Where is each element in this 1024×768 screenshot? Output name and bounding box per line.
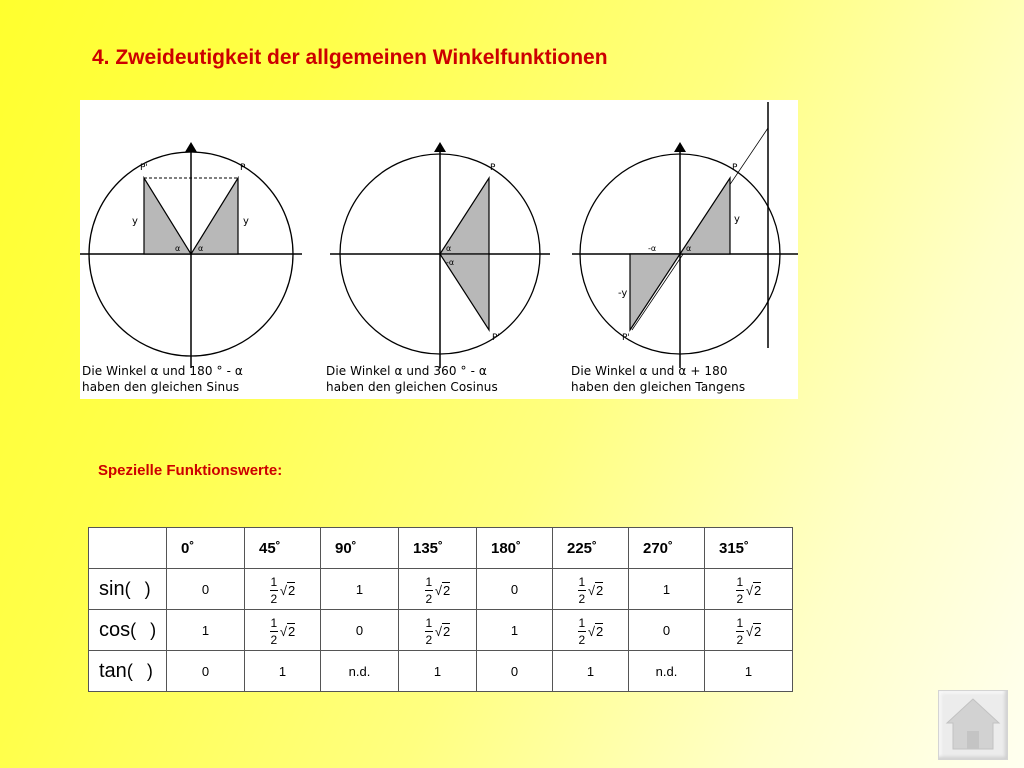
- section-subtitle: Spezielle Funktionswerte:: [98, 462, 283, 479]
- tangent-diagram: [572, 102, 798, 368]
- value-cell: [399, 610, 477, 651]
- p-prime-label: P': [622, 333, 630, 343]
- value-cell: [553, 569, 629, 610]
- value-cell: [245, 610, 321, 651]
- sine-diagram: [80, 142, 302, 368]
- value-cell: 0: [629, 610, 705, 651]
- function-name: cos: [99, 618, 131, 641]
- value-cell: n.d.: [321, 651, 399, 692]
- alpha-label: α: [686, 244, 692, 253]
- function-name: sin: [99, 577, 125, 600]
- angle-header: 180˚: [477, 528, 553, 569]
- close-paren: ): [146, 660, 153, 681]
- angle-header: 315˚: [705, 528, 793, 569]
- sin-row: [89, 569, 793, 610]
- angle-header: 0˚: [167, 528, 245, 569]
- y-label: y: [734, 214, 740, 225]
- value-cell: [245, 569, 321, 610]
- value-cell: [705, 610, 793, 651]
- value-cell: [705, 569, 793, 610]
- value-cell: 0: [167, 651, 245, 692]
- p-prime-label: P': [492, 333, 500, 343]
- value-cell: 1: [477, 610, 553, 651]
- angle-header: 225˚: [553, 528, 629, 569]
- angle-header: 270˚: [629, 528, 705, 569]
- row-label: [89, 569, 167, 610]
- row-label: [89, 651, 167, 692]
- alpha-label: α: [446, 244, 452, 253]
- value-cell: 1: [629, 569, 705, 610]
- unit-circle-figure: [80, 100, 798, 399]
- open-paren: (: [130, 619, 137, 640]
- half-root-two: 1 2 √2: [736, 574, 762, 606]
- tan-row: [89, 651, 793, 692]
- angle-header: 135˚: [399, 528, 477, 569]
- caption-tangent: Die Winkel α und α + 180 haben den gleichen Tangens: [571, 364, 746, 394]
- half-root-two: 1 2 √2: [270, 615, 296, 647]
- slide-title: 4. Zweideutigkeit der allgemeinen Winkelfunktionen: [92, 46, 608, 69]
- half-root-two: 1 2 √2: [736, 615, 762, 647]
- y-label: y: [132, 216, 138, 227]
- value-cell: [399, 569, 477, 610]
- value-cell: 1: [321, 569, 399, 610]
- angle-header: 45˚: [245, 528, 321, 569]
- function-values-table: [88, 527, 793, 692]
- half-root-two: 1 2 √2: [578, 615, 604, 647]
- value-cell: n.d.: [629, 651, 705, 692]
- function-name: tan: [99, 659, 127, 682]
- value-cell: 0: [321, 610, 399, 651]
- value-cell: 0: [477, 569, 553, 610]
- half-root-two: 1 2 √2: [425, 615, 451, 647]
- caption-sine: Die Winkel α und 180 ° - α haben den gleichen Sinus: [82, 364, 243, 394]
- value-cell: 1: [167, 610, 245, 651]
- value-cell: 1: [245, 651, 321, 692]
- p-label: P: [240, 163, 246, 173]
- neg-y-label: -y: [618, 288, 628, 299]
- open-paren: (: [126, 660, 133, 681]
- value-cell: 1: [553, 651, 629, 692]
- angle-header: 90˚: [321, 528, 399, 569]
- alpha-label: α: [175, 244, 181, 253]
- p-label: P: [490, 163, 496, 173]
- open-paren: (: [124, 578, 131, 599]
- value-cell: 1: [705, 651, 793, 692]
- unit-circle-diagrams: [80, 100, 798, 399]
- home-icon: [939, 691, 1007, 759]
- caption-cosine: Die Winkel α und 360 ° - α haben den gleichen Cosinus: [326, 364, 498, 394]
- value-cell: [553, 610, 629, 651]
- neg-alpha-label: -α: [446, 258, 455, 267]
- value-cell: 0: [477, 651, 553, 692]
- alpha-label: α: [198, 244, 204, 253]
- home-button[interactable]: [938, 690, 1008, 760]
- half-root-two: 1 2 √2: [578, 574, 604, 606]
- value-cell: 0: [167, 569, 245, 610]
- value-cell: 1: [399, 651, 477, 692]
- y-label: y: [243, 216, 249, 227]
- half-root-two: 1 2 √2: [270, 574, 296, 606]
- row-label: [89, 610, 167, 651]
- close-paren: ): [150, 619, 157, 640]
- header-row: [89, 528, 793, 569]
- close-paren: ): [144, 578, 151, 599]
- corner-cell: [89, 528, 167, 569]
- neg-alpha-label: -α: [648, 244, 657, 253]
- p-prime-label: P': [140, 163, 148, 173]
- cos-row: [89, 610, 793, 651]
- p-label: P: [732, 163, 738, 173]
- cosine-diagram: [330, 142, 550, 368]
- half-root-two: 1 2 √2: [425, 574, 451, 606]
